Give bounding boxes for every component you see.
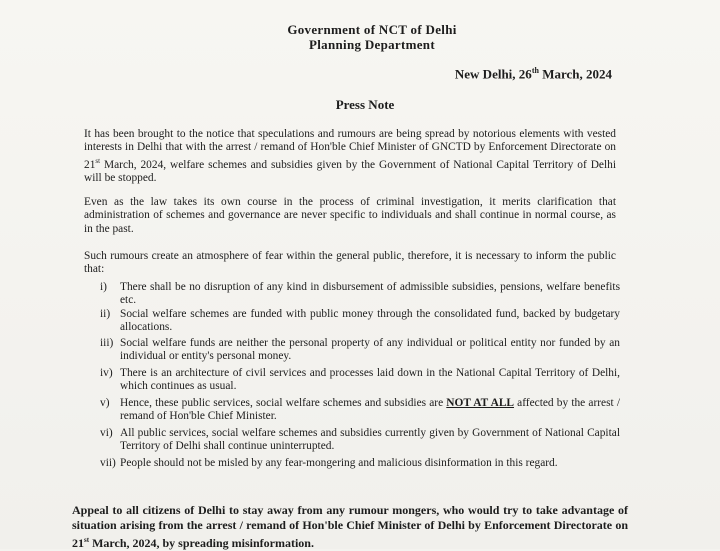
list-item-number: iii) xyxy=(100,337,114,349)
paragraph-appeal xyxy=(72,503,628,551)
paragraph-rumours xyxy=(84,128,616,185)
para4-sup: st xyxy=(84,536,90,544)
issuing-authority: Government of NCT of Delhi xyxy=(287,22,457,37)
list-item-text: Social welfare schemes are funded with public money through the consolidated fund, backed by budgetary allocations. xyxy=(120,308,620,334)
dateline-prefix: New Delhi, 26 xyxy=(454,66,532,82)
list-item-number: vii) xyxy=(100,457,116,469)
list-item xyxy=(100,337,620,364)
list-item xyxy=(100,308,620,335)
para4-b: March, 2024, by spreading misinformation. xyxy=(89,536,314,550)
list-item-text: Social welfare funds are neither the personal property of any individual or political entity nor funded by an individual or entity's personal money. xyxy=(120,337,620,363)
para1-sup: st xyxy=(95,156,101,165)
list-item-number: v) xyxy=(100,397,110,409)
list-item-number: vi) xyxy=(100,427,113,439)
list-item-text: Hence, these public services, social welfare schemes and subsidies are xyxy=(120,397,447,409)
list-item xyxy=(100,397,620,424)
list-item xyxy=(100,457,620,470)
list-item xyxy=(100,427,620,454)
department-name: Planning Department xyxy=(309,37,435,52)
list-item-number: iv) xyxy=(100,367,113,379)
list-item-text: All public services, social welfare schemes and subsidies currently given by Government of National Capital Territory of Delhi shall continue uninterrupted. xyxy=(120,427,620,453)
dateline-suffix: March, 2024 xyxy=(538,66,612,82)
dateline-sup: th xyxy=(531,66,539,75)
list-item-text: There is an architecture of civil services and processes laid down in the National Capital Territory of Delhi, which continues as usual. xyxy=(120,367,620,393)
list-item-text: People should not be misled by any fear-mongering and malicious disinformation in this regard. xyxy=(120,457,558,469)
list-item-text: affected by the arrest / remand of Hon'ble Chief Minister. xyxy=(120,397,621,423)
para1-a: It has been brought to the notice that speculations and rumours are being spread by notorious elements with vested interests in Delhi that with the arrest / remand of Hon'ble Chief Minister of GNCTD by Enforcement Directorate on 21 xyxy=(84,128,616,171)
list-item-number: i) xyxy=(100,281,107,293)
paragraph-inform-public: Such rumours create an atmosphere of fear within the general public, therefore, it is necessary to inform the public that: xyxy=(84,250,616,276)
para1-b: March, 2024, welfare schemes and subsidies given by the Government of National Capital Territory of Delhi will be stopped. xyxy=(84,158,616,184)
list-item xyxy=(100,281,620,308)
list-item xyxy=(100,367,620,394)
paragraph-clarification: Even as the law takes its own course in the process of criminal investigation, it merits clarification that administration of schemes and governance are never specific to individuals and shall continue in normal course, as in the past. xyxy=(84,196,616,235)
list-item-text: There shall be no disruption of any kind in disbursement of admissible subsidies, pensions, welfare benefits etc. xyxy=(120,281,620,307)
dateline xyxy=(455,66,612,82)
list-item-number: ii) xyxy=(100,308,111,320)
list-item-emphasis: NOT AT ALL xyxy=(446,397,515,409)
document-title: Press Note xyxy=(335,97,395,112)
para4-a: Appeal to all citizens of Delhi to stay away from any rumour mongers, who would try to take advantage of situation arising from the arrest / remand of Hon'ble Chief Minister of Delhi by Enforcement Directorate on 21 xyxy=(72,503,628,550)
